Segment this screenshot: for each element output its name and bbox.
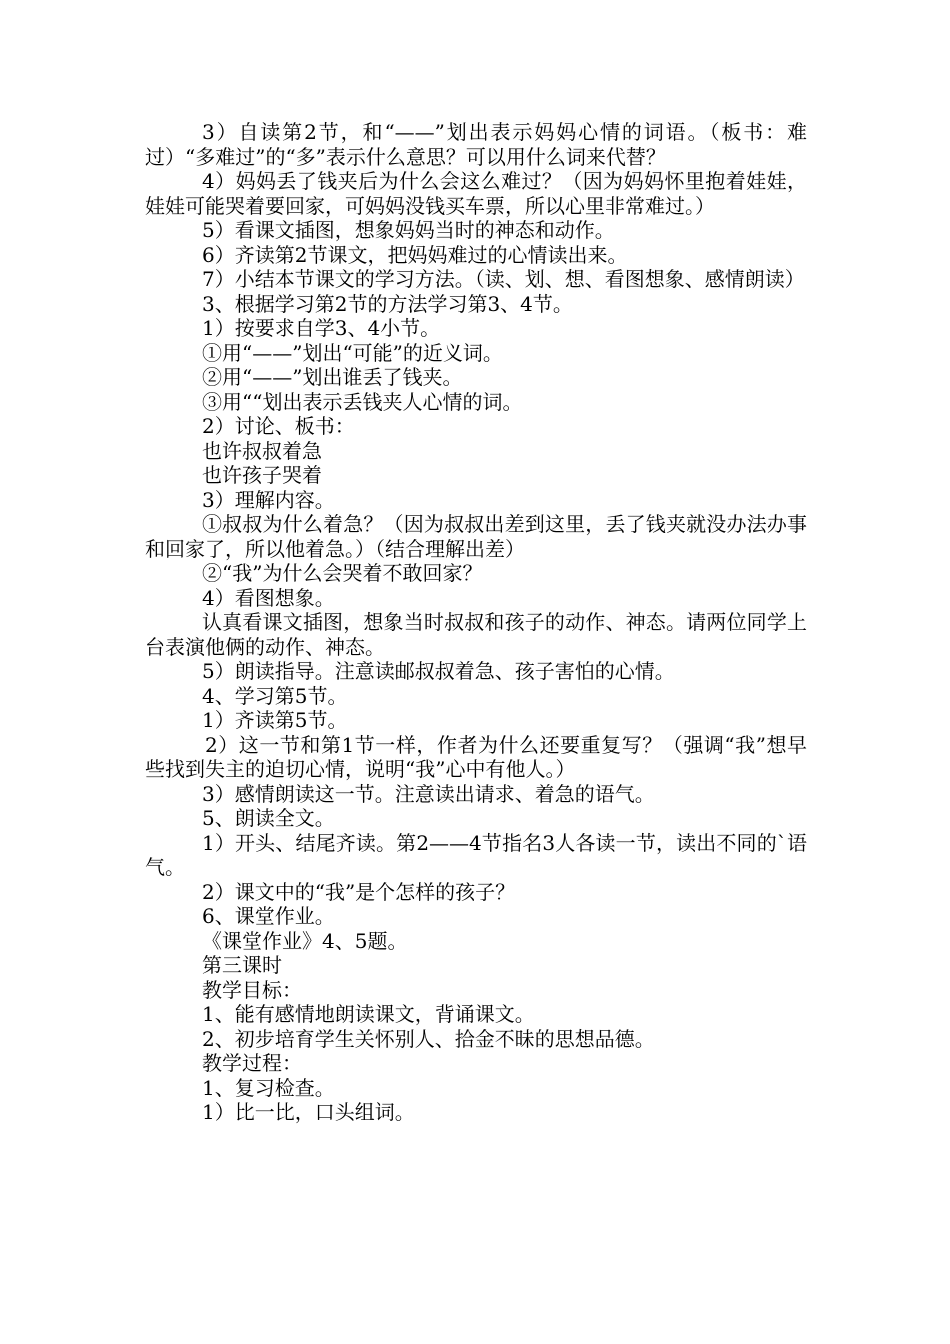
paragraph: 1、能有感情地朗读课文，背诵课文。 <box>202 1002 535 1026</box>
paragraph: 1）比一比，口头组词。 <box>202 1100 415 1124</box>
paragraph: 也许叔叔着急 <box>202 438 322 463</box>
paragraph: 3）理解内容。 <box>202 487 335 512</box>
paragraph: ②“我”为什么会哭着不敢回家？ <box>202 561 483 585</box>
paragraph: 4）看图想象。 <box>202 585 335 610</box>
paragraph: 3、根据学习第2节的方法学习第3、4节。 <box>202 291 573 316</box>
paragraph: 3）自读第2节，和“——”划出表示妈妈心情的词语。（板书：难过）“多难过”的“多”表示什么意思？可以用什么词来代替？ <box>145 120 807 169</box>
document-body <box>145 120 807 1125</box>
paragraph: 2）课文中的“我”是个怎样的孩子？ <box>202 879 516 904</box>
paragraph: 4）妈妈丢了钱夹后为什么会这么难过？（因为妈妈怀里抱着娃娃，娃娃可能哭着要回家，可妈妈没钱买车票，所以心里非常难过。） <box>145 169 807 218</box>
paragraph: 6、课堂作业。 <box>202 904 335 928</box>
paragraph: ②用“——”划出谁丢了钱夹。 <box>202 365 463 389</box>
paragraph: 2）讨论、板书： <box>202 414 355 438</box>
paragraph: 1）齐读第5节。 <box>202 708 348 732</box>
section-heading: 第三课时 <box>202 953 282 977</box>
paragraph: 1、复习检查。 <box>202 1075 335 1100</box>
paragraph: 也许孩子哭着 <box>202 463 322 487</box>
paragraph: 5、朗读全文。 <box>202 806 335 830</box>
paragraph: 1）按要求自学3、4小节。 <box>202 316 441 340</box>
paragraph: 《课堂作业》4、5题。 <box>202 928 408 953</box>
paragraph: 教学过程： <box>202 1051 302 1075</box>
paragraph: 6）齐读第2节课文，把妈妈难过的心情读出来。 <box>202 242 628 267</box>
paragraph: 7）小结本节课文的学习方法。（读、划、想、看图想象、感情朗读） <box>202 267 805 291</box>
paragraph: 5）看课文插图，想象妈妈当时的神态和动作。 <box>202 218 615 242</box>
paragraph: 5）朗读指导。注意读邮叔叔着急、孩子害怕的心情。 <box>202 659 675 683</box>
paragraph: 认真看课文插图，想象当时叔叔和孩子的动作、神态。请两位同学上台表演他俩的动作、神态。 <box>145 610 807 659</box>
paragraph: 2、初步培育学生关怀别人、拾金不昧的思想品德。 <box>202 1026 655 1051</box>
paragraph: 3）感情朗读这一节。注意读出请求、着急的语气。 <box>202 781 655 806</box>
paragraph: ③用““划出表示丢钱夹人心情的词。 <box>202 389 523 414</box>
paragraph: 教学目标： <box>202 977 302 1002</box>
paragraph: 2）这一节和第1节一样，作者为什么还要重复写？（强调“我”想早些找到失主的迫切心情，说明“我”心中有他人。） <box>145 732 807 781</box>
paragraph: ①用“——”划出“可能”的近义词。 <box>202 340 503 365</box>
paragraph: 1）开头、结尾齐读。第2——4节指名3人各读一节，读出不同的`语气。 <box>145 830 807 879</box>
paragraph: ①叔叔为什么着急？（因为叔叔出差到这里，丢了钱夹就没办法办事和回家了，所以他着急。）（结合理解出差） <box>145 512 807 561</box>
paragraph: 4、学习第5节。 <box>202 683 348 708</box>
